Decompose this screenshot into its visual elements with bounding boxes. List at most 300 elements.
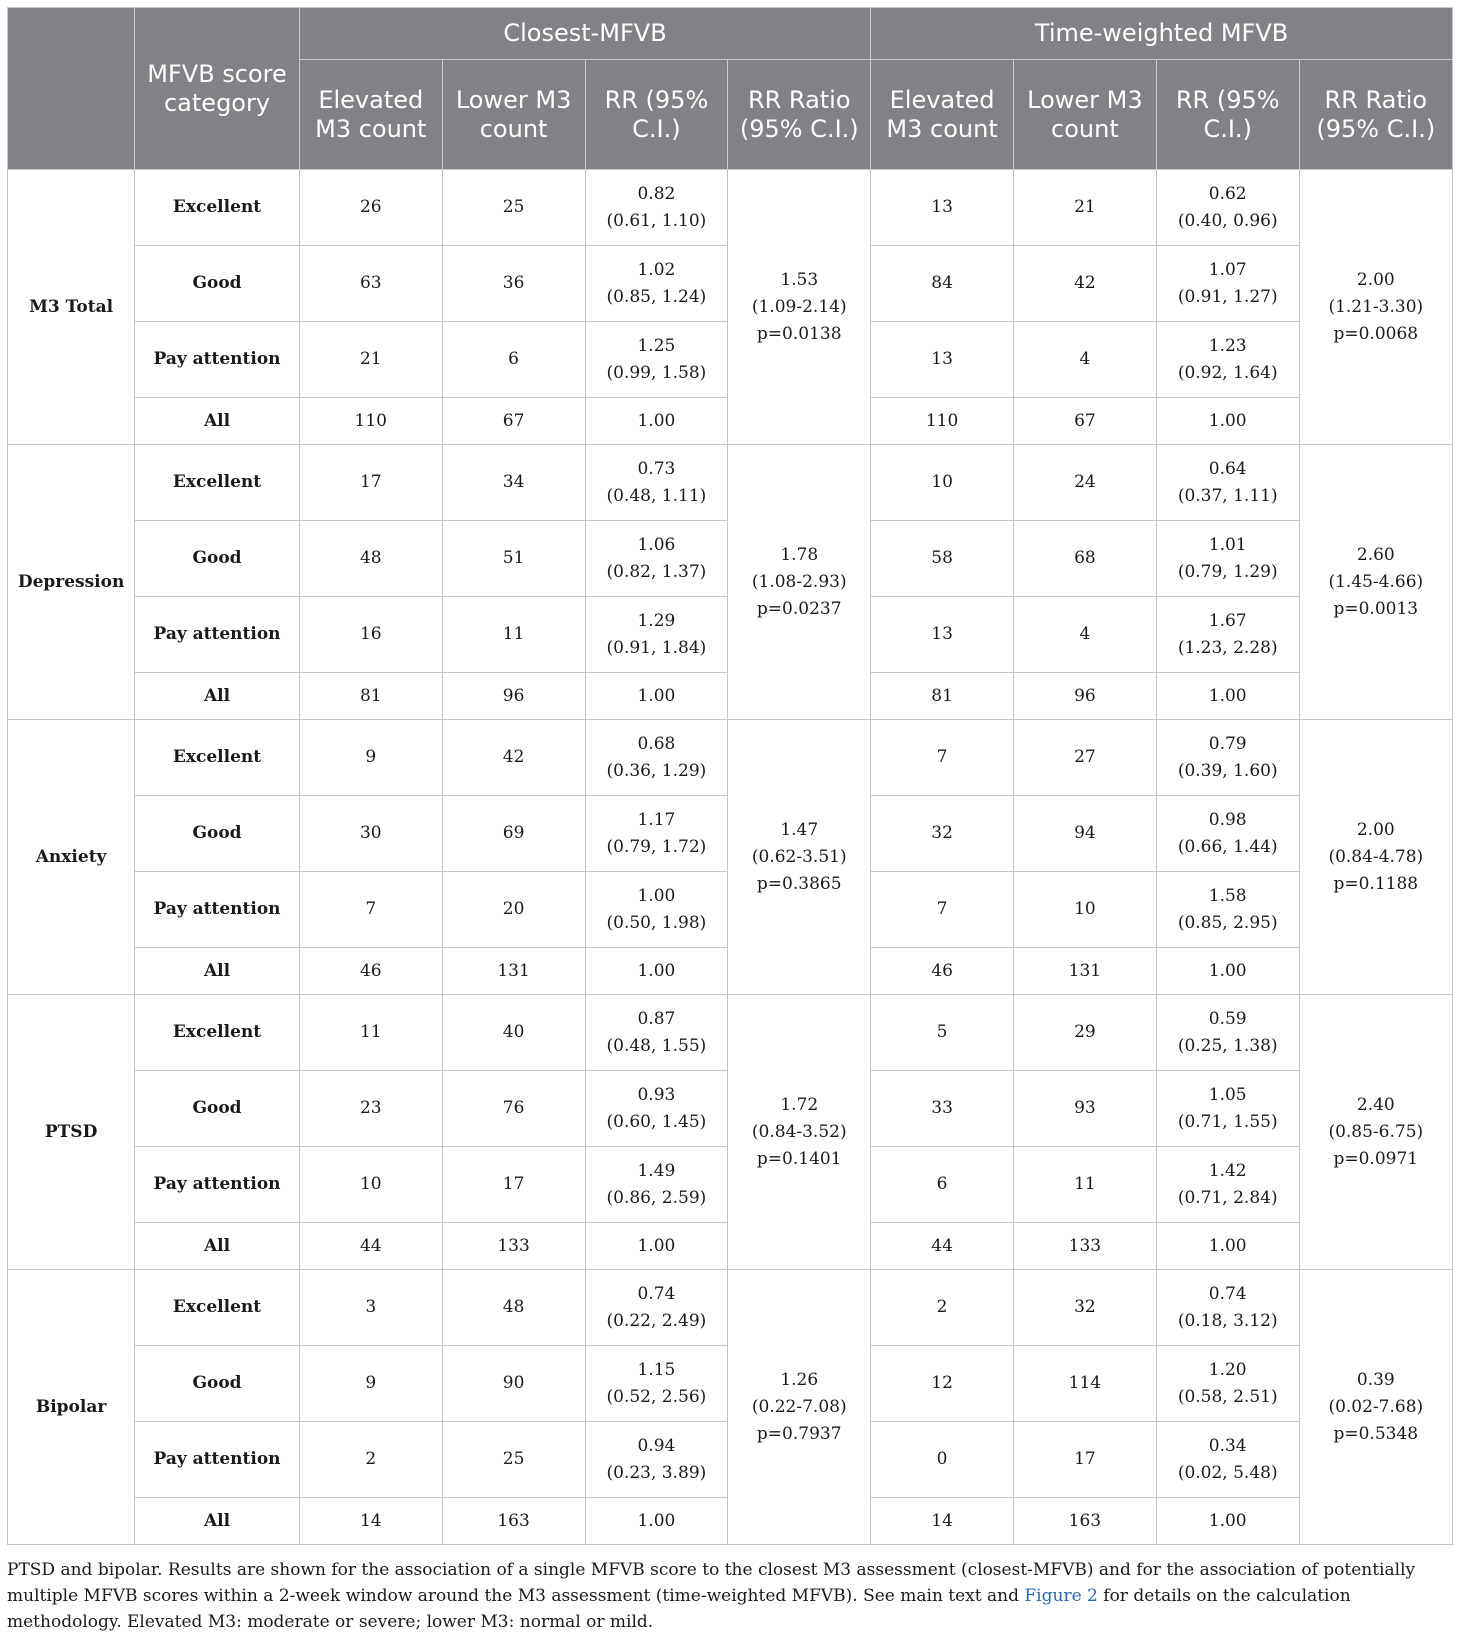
- closest-elevated-count-text: 11: [359, 1022, 382, 1042]
- tw-rr-cell-text: 1.01: [1208, 534, 1247, 555]
- measure-group-label: [8, 995, 135, 1270]
- closest-lower-count-text: 76: [502, 1098, 525, 1118]
- closest-elevated-count-text: 17: [359, 472, 382, 492]
- score-category-cell-text: Pay attention: [153, 899, 281, 919]
- tw-rr-ratio-cell-text: p=0.1188: [1333, 873, 1419, 894]
- closest-lower-count: [442, 673, 585, 720]
- closest-rr-cell-text: 0.82: [637, 183, 676, 204]
- closest-elevated-count-text: 81: [359, 685, 382, 706]
- closest-rr-ratio-cell-text: (0.62-3.51): [751, 846, 847, 867]
- closest-rr-cell-text: (0.48, 1.11): [606, 485, 707, 506]
- closest-lower-count: [442, 1223, 585, 1270]
- closest-rr-cell-text: (0.79, 1.72): [606, 836, 707, 857]
- score-category-cell-text: Pay attention: [153, 624, 281, 644]
- closest-rr-ratio-cell: [728, 170, 871, 445]
- tw-rr-cell-text: 0.64: [1208, 458, 1247, 479]
- closest-lower-count-text: 42: [502, 747, 525, 767]
- tw-rr-cell-text: (0.58, 2.51): [1177, 1386, 1278, 1407]
- tw-elevated-count-text: 7: [936, 899, 948, 919]
- closest-elevated-count-text: 3: [365, 1297, 377, 1317]
- tw-lower-count: [1013, 948, 1156, 995]
- closest-lower-count: [442, 995, 585, 1071]
- closest-rr-cell-text: 0.94: [637, 1435, 676, 1456]
- closest-rr-cell: [585, 673, 728, 720]
- tw-rr-cell-text: (0.79, 1.29): [1177, 561, 1278, 582]
- measure-group-label-text: PTSD: [44, 1121, 98, 1142]
- closest-rr-cell: [585, 521, 728, 597]
- closest-elevated-count: [299, 995, 442, 1071]
- tw-rr-cell: [1156, 948, 1299, 995]
- closest-lower-count: [442, 322, 585, 398]
- closest-lower-count: [442, 398, 585, 445]
- tw-elevated-count-text: 14: [931, 1510, 953, 1531]
- tw-elevated-count-text: 10: [931, 472, 953, 492]
- closest-rr-cell-text: (0.52, 2.56): [606, 1386, 707, 1407]
- tw-rr-ratio-cell-text: p=0.5348: [1333, 1423, 1419, 1444]
- tw-lower-count: [1013, 1422, 1156, 1498]
- tw-lower-count: [1013, 720, 1156, 796]
- closest-elevated-count-text: 26: [359, 197, 382, 217]
- closest-rr-ratio-cell-text: p=0.3865: [756, 873, 842, 894]
- tw-lower-count: [1013, 1498, 1156, 1545]
- measure-group-label-text: Depression: [17, 571, 125, 592]
- closest-rr-ratio-cell-text: p=0.0138: [756, 323, 842, 344]
- closest-rr-cell: [585, 322, 728, 398]
- closest-rr-cell-text: (0.23, 3.89): [606, 1462, 707, 1483]
- tw-lower-count-text: 42: [1074, 273, 1096, 293]
- tw-rr-ratio-cell-text: (0.84-4.78): [1328, 846, 1424, 867]
- closest-rr-cell-text: (0.60, 1.45): [606, 1111, 707, 1132]
- score-category-cell-text: Pay attention: [153, 1174, 281, 1194]
- tw-elevated-count-text: 46: [931, 960, 953, 981]
- closest-mfvb-header: Closest-MFVB: [299, 8, 870, 60]
- score-category-cell-text: Excellent: [172, 747, 262, 767]
- closest-elevated-count-text: 9: [365, 747, 377, 767]
- tw-elevated-count: [871, 720, 1014, 796]
- score-category-cell: [135, 1346, 300, 1422]
- closest-lower-count: [442, 720, 585, 796]
- closest-elevated-count-text: 46: [359, 960, 382, 981]
- tw-lower-count-text: 96: [1074, 685, 1096, 706]
- subcol-header: Elevated M3 count: [871, 60, 1014, 170]
- score-category-cell: [135, 1270, 300, 1346]
- score-category-cell: [135, 796, 300, 872]
- closest-lower-count: [442, 445, 585, 521]
- closest-rr-ratio-cell-text: p=0.0237: [756, 598, 842, 619]
- tw-lower-count: [1013, 398, 1156, 445]
- tw-rr-cell-text: (0.40, 0.96): [1177, 210, 1278, 231]
- score-category-cell-text: Good: [192, 548, 242, 568]
- tw-elevated-count: [871, 1346, 1014, 1422]
- closest-rr-ratio-cell: [728, 995, 871, 1270]
- closest-elevated-count: [299, 1270, 442, 1346]
- tw-lower-count-text: 10: [1074, 899, 1096, 919]
- tw-rr-cell-text: 1.58: [1208, 885, 1247, 906]
- tw-lower-count: [1013, 246, 1156, 322]
- tw-rr-cell-text: 1.00: [1208, 685, 1247, 706]
- subcol-header: RR Ratio (95% C.I.): [728, 60, 871, 170]
- time-weighted-mfvb-header: Time-weighted MFVB: [871, 8, 1453, 60]
- tw-lower-count: [1013, 322, 1156, 398]
- tw-lower-count: [1013, 1071, 1156, 1147]
- score-category-cell: [135, 1071, 300, 1147]
- score-category-cell-text: All: [203, 960, 231, 981]
- closest-rr-cell-text: 1.00: [637, 410, 676, 431]
- tw-lower-count-text: 29: [1074, 1022, 1096, 1042]
- tw-elevated-count-text: 6: [936, 1174, 948, 1194]
- tw-rr-cell-text: 0.59: [1208, 1008, 1247, 1029]
- tw-elevated-count-text: 0: [936, 1449, 948, 1469]
- closest-rr-cell-text: 1.00: [637, 1235, 676, 1256]
- closest-elevated-count: [299, 246, 442, 322]
- closest-lower-count-text: 20: [502, 899, 525, 919]
- closest-rr-ratio-cell-text: 1.26: [780, 1369, 819, 1390]
- caption-text: PTSD and bipolar. Results are shown for the association of a single MFVB score to the closest M3 assessment (closest-MFVB) and for the association of potentially multiple MFVB scores within a 2-week window around the M3 assessment (time-weighted MFVB). See main text and: [7, 1560, 1416, 1606]
- tw-rr-cell-text: (0.37, 1.11): [1177, 485, 1278, 506]
- subcol-header: Lower M3 count: [442, 60, 585, 170]
- closest-rr-ratio-cell: [728, 1270, 871, 1545]
- tw-elevated-count-text: 32: [931, 823, 953, 843]
- tw-elevated-count: [871, 1270, 1014, 1346]
- score-category-cell-text: Excellent: [172, 1297, 262, 1317]
- tw-rr-cell: [1156, 1422, 1299, 1498]
- measure-group-label-text: Bipolar: [35, 1396, 107, 1417]
- tw-rr-ratio-cell-text: 2.00: [1356, 269, 1395, 290]
- closest-lower-count: [442, 1071, 585, 1147]
- tw-lower-count: [1013, 1223, 1156, 1270]
- tw-elevated-count-text: 33: [931, 1098, 953, 1118]
- tw-rr-cell-text: (0.39, 1.60): [1177, 760, 1278, 781]
- tw-elevated-count-text: 12: [931, 1373, 953, 1393]
- closest-elevated-count: [299, 948, 442, 995]
- tw-rr-cell-text: (0.91, 1.27): [1177, 286, 1278, 307]
- closest-lower-count: [442, 1147, 585, 1223]
- closest-rr-cell: [585, 720, 728, 796]
- closest-lower-count-text: 69: [502, 823, 525, 843]
- closest-rr-cell-text: 1.00: [637, 1510, 676, 1531]
- tw-lower-count: [1013, 995, 1156, 1071]
- closest-elevated-count: [299, 1071, 442, 1147]
- tw-rr-cell-text: 1.00: [1208, 1510, 1247, 1531]
- tw-rr-ratio-cell-text: p=0.0068: [1333, 323, 1419, 344]
- closest-rr-ratio-cell-text: (0.84-3.52): [751, 1121, 847, 1142]
- closest-rr-cell: [585, 246, 728, 322]
- closest-rr-cell-text: 0.87: [637, 1008, 676, 1029]
- closest-lower-count: [442, 170, 585, 246]
- tw-rr-cell: [1156, 673, 1299, 720]
- score-category-cell-text: All: [203, 1510, 231, 1531]
- tw-lower-count-text: 67: [1074, 410, 1096, 431]
- table-header: [8, 8, 1453, 170]
- tw-elevated-count: [871, 1422, 1014, 1498]
- tw-rr-ratio-cell-text: (1.21-3.30): [1328, 296, 1424, 317]
- tw-rr-cell: [1156, 597, 1299, 673]
- closest-rr-cell-text: 0.68: [637, 733, 676, 754]
- closest-elevated-count-text: 30: [359, 823, 382, 843]
- closest-rr-cell-text: 0.93: [637, 1084, 676, 1105]
- closest-elevated-count-text: 110: [354, 410, 387, 431]
- tw-rr-ratio-cell-text: p=0.0013: [1333, 598, 1419, 619]
- tw-lower-count-text: 27: [1074, 747, 1096, 767]
- closest-elevated-count-text: 21: [359, 349, 382, 369]
- tw-rr-cell: [1156, 322, 1299, 398]
- score-category-cell-text: Good: [192, 1098, 242, 1118]
- closest-rr-cell-text: 1.00: [637, 885, 676, 906]
- tw-rr-cell-text: 0.79: [1208, 733, 1247, 754]
- tw-rr-cell-text: 0.98: [1208, 809, 1247, 830]
- closest-rr-ratio-cell: [728, 720, 871, 995]
- score-category-cell: [135, 597, 300, 673]
- tw-rr-cell: [1156, 521, 1299, 597]
- closest-rr-cell-text: (0.61, 1.10): [606, 210, 707, 231]
- results-table: [7, 7, 1453, 1545]
- closest-rr-cell: [585, 796, 728, 872]
- closest-elevated-count: [299, 398, 442, 445]
- tw-rr-cell-text: (0.02, 5.48): [1177, 1462, 1278, 1483]
- score-category-cell-text: Good: [192, 823, 242, 843]
- closest-lower-count-text: 67: [502, 410, 525, 431]
- tw-lower-count-text: 17: [1074, 1449, 1096, 1469]
- tw-rr-ratio-cell: [1299, 445, 1452, 720]
- closest-rr-cell: [585, 1346, 728, 1422]
- tw-lower-count-text: 24: [1074, 472, 1096, 492]
- tw-elevated-count-text: 13: [931, 624, 953, 644]
- closest-lower-count-text: 48: [502, 1297, 525, 1317]
- tw-elevated-count: [871, 673, 1014, 720]
- score-category-cell: [135, 322, 300, 398]
- closest-lower-count-text: 34: [502, 472, 525, 492]
- closest-rr-cell-text: 1.49: [637, 1160, 676, 1181]
- tw-lower-count-text: 4: [1079, 349, 1091, 369]
- score-category-cell: [135, 995, 300, 1071]
- score-category-cell-text: All: [203, 1235, 231, 1256]
- score-category-cell-text: Good: [192, 273, 242, 293]
- table-body: [8, 170, 1453, 1545]
- closest-lower-count-text: 25: [502, 197, 525, 217]
- closest-elevated-count-text: 44: [359, 1235, 382, 1256]
- closest-rr-cell: [585, 1147, 728, 1223]
- tw-lower-count: [1013, 445, 1156, 521]
- tw-rr-ratio-cell-text: (0.85-6.75): [1328, 1121, 1424, 1142]
- tw-elevated-count-text: 7: [936, 747, 948, 767]
- subcol-header: RR (95% C.I.): [1156, 60, 1299, 170]
- tw-rr-ratio-cell-text: 2.40: [1356, 1094, 1395, 1115]
- score-category-cell: [135, 445, 300, 521]
- closest-rr-cell-text: (0.86, 2.59): [606, 1187, 707, 1208]
- tw-elevated-count: [871, 1498, 1014, 1545]
- tw-rr-cell: [1156, 995, 1299, 1071]
- closest-elevated-count: [299, 170, 442, 246]
- table-row: [8, 1270, 1453, 1346]
- tw-rr-ratio-cell: [1299, 170, 1452, 445]
- tw-rr-cell: [1156, 796, 1299, 872]
- subcol-header: Elevated M3 count: [299, 60, 442, 170]
- closest-elevated-count: [299, 1422, 442, 1498]
- tw-lower-count: [1013, 1147, 1156, 1223]
- tw-elevated-count: [871, 872, 1014, 948]
- closest-lower-count: [442, 1422, 585, 1498]
- tw-rr-ratio-cell-text: p=0.0971: [1333, 1148, 1419, 1169]
- closest-rr-cell-text: (0.99, 1.58): [606, 362, 707, 383]
- closest-lower-count: [442, 597, 585, 673]
- closest-elevated-count-text: 7: [365, 899, 377, 919]
- closest-elevated-count: [299, 1346, 442, 1422]
- score-category-cell: [135, 398, 300, 445]
- closest-rr-cell-text: (0.48, 1.55): [606, 1035, 707, 1056]
- tw-elevated-count: [871, 398, 1014, 445]
- tw-elevated-count: [871, 948, 1014, 995]
- tw-rr-cell: [1156, 1071, 1299, 1147]
- tw-elevated-count-text: 58: [931, 548, 953, 568]
- closest-elevated-count-text: 16: [359, 624, 382, 644]
- tw-lower-count-text: 131: [1068, 960, 1102, 981]
- tw-rr-ratio-cell-text: (0.02-7.68): [1328, 1396, 1424, 1417]
- closest-rr-cell-text: 1.00: [637, 685, 676, 706]
- tw-elevated-count-text: 84: [931, 273, 953, 293]
- tw-rr-ratio-cell-text: 2.60: [1356, 544, 1395, 565]
- closest-rr-cell-text: (0.85, 1.24): [606, 286, 707, 307]
- closest-lower-count: [442, 872, 585, 948]
- closest-rr-ratio-cell-text: 1.72: [780, 1094, 819, 1115]
- closest-rr-ratio-cell-text: 1.53: [780, 269, 819, 290]
- tw-rr-cell-text: 1.20: [1208, 1359, 1247, 1380]
- score-category-cell: [135, 720, 300, 796]
- tw-rr-cell: [1156, 246, 1299, 322]
- closest-elevated-count-text: 23: [359, 1098, 382, 1118]
- score-category-cell: [135, 1498, 300, 1545]
- closest-elevated-count: [299, 673, 442, 720]
- tw-rr-cell-text: 1.67: [1208, 610, 1247, 631]
- tw-rr-cell-text: 0.34: [1208, 1435, 1247, 1456]
- measure-group-label: [8, 720, 135, 995]
- tw-elevated-count-text: 13: [931, 197, 953, 217]
- measure-group-label: [8, 170, 135, 445]
- closest-elevated-count: [299, 597, 442, 673]
- tw-elevated-count: [871, 597, 1014, 673]
- score-category-cell: [135, 948, 300, 995]
- tw-elevated-count: [871, 1071, 1014, 1147]
- tw-lower-count-text: 11: [1074, 1174, 1096, 1194]
- tw-rr-cell-text: (0.66, 1.44): [1177, 836, 1278, 857]
- tw-rr-cell-text: 1.00: [1208, 960, 1247, 981]
- tw-rr-cell: [1156, 398, 1299, 445]
- closest-lower-count-text: 40: [502, 1022, 525, 1042]
- tw-elevated-count: [871, 246, 1014, 322]
- tw-rr-cell: [1156, 1270, 1299, 1346]
- tw-elevated-count: [871, 322, 1014, 398]
- tw-rr-cell: [1156, 720, 1299, 796]
- score-category-cell: [135, 872, 300, 948]
- closest-rr-cell-text: (0.91, 1.84): [606, 637, 707, 658]
- tw-lower-count-text: 94: [1074, 823, 1096, 843]
- tw-lower-count: [1013, 673, 1156, 720]
- measure-group-label-text: Anxiety: [35, 846, 107, 867]
- measure-group-label-text: M3 Total: [29, 296, 114, 317]
- closest-lower-count-text: 36: [502, 273, 525, 293]
- closest-rr-cell: [585, 445, 728, 521]
- tw-rr-cell-text: (0.25, 1.38): [1177, 1035, 1278, 1056]
- tw-elevated-count: [871, 170, 1014, 246]
- closest-lower-count: [442, 796, 585, 872]
- tw-rr-cell-text: 1.05: [1208, 1084, 1247, 1105]
- closest-rr-cell: [585, 948, 728, 995]
- tw-rr-cell: [1156, 170, 1299, 246]
- closest-rr-cell-text: (0.82, 1.37): [606, 561, 707, 582]
- closest-rr-cell-text: 1.15: [637, 1359, 676, 1380]
- closest-rr-cell: [585, 995, 728, 1071]
- closest-rr-cell-text: (0.36, 1.29): [606, 760, 707, 781]
- tw-elevated-count: [871, 1223, 1014, 1270]
- closest-rr-cell-text: 0.73: [637, 458, 676, 479]
- score-category-cell-text: All: [203, 685, 231, 706]
- closest-rr-cell: [585, 1270, 728, 1346]
- score-category-cell: [135, 1223, 300, 1270]
- tw-elevated-count-text: 44: [931, 1235, 953, 1256]
- closest-rr-ratio-cell-text: (1.08-2.93): [751, 571, 847, 592]
- tw-lower-count: [1013, 1346, 1156, 1422]
- closest-elevated-count: [299, 720, 442, 796]
- closest-lower-count-text: 133: [497, 1235, 530, 1256]
- measure-group-label: [8, 445, 135, 720]
- closest-rr-ratio-cell-text: (0.22-7.08): [751, 1396, 847, 1417]
- tw-lower-count: [1013, 597, 1156, 673]
- tw-rr-ratio-cell: [1299, 1270, 1452, 1545]
- tw-elevated-count: [871, 995, 1014, 1071]
- closest-elevated-count-text: 9: [365, 1373, 377, 1393]
- tw-rr-cell-text: 1.23: [1208, 335, 1247, 356]
- tw-rr-cell-text: (0.92, 1.64): [1177, 362, 1278, 383]
- closest-lower-count: [442, 948, 585, 995]
- closest-rr-cell-text: 1.00: [637, 960, 676, 981]
- closest-rr-cell-text: 1.29: [637, 610, 676, 631]
- table-row: [8, 170, 1453, 246]
- table-row: [8, 445, 1453, 521]
- subcol-header: RR Ratio (95% C.I.): [1299, 60, 1452, 170]
- closest-lower-count-text: 163: [497, 1510, 530, 1531]
- tw-rr-cell: [1156, 1147, 1299, 1223]
- closest-rr-cell: [585, 170, 728, 246]
- tw-lower-count: [1013, 872, 1156, 948]
- score-category-cell: [135, 521, 300, 597]
- closest-rr-ratio-cell-text: 1.78: [780, 544, 819, 565]
- subcol-header: RR (95% C.I.): [585, 60, 728, 170]
- closest-rr-ratio-cell: [728, 445, 871, 720]
- tw-elevated-count: [871, 1147, 1014, 1223]
- tw-elevated-count-text: 110: [925, 410, 959, 431]
- tw-elevated-count: [871, 796, 1014, 872]
- closest-rr-ratio-cell-text: 1.47: [780, 819, 819, 840]
- tw-rr-ratio-cell: [1299, 720, 1452, 995]
- tw-rr-cell: [1156, 445, 1299, 521]
- measure-group-label: [8, 1270, 135, 1545]
- figure-2-link[interactable]: Figure 2: [1024, 1586, 1098, 1606]
- closest-rr-cell-text: (0.50, 1.98): [606, 912, 707, 933]
- closest-lower-count: [442, 1270, 585, 1346]
- tw-rr-cell: [1156, 1346, 1299, 1422]
- tw-rr-cell: [1156, 1498, 1299, 1545]
- tw-rr-cell-text: 1.00: [1208, 410, 1247, 431]
- score-category-cell-text: Excellent: [172, 1022, 262, 1042]
- score-category-cell-text: Good: [192, 1373, 242, 1393]
- tw-lower-count-text: 32: [1074, 1297, 1096, 1317]
- tw-lower-count-text: 133: [1068, 1235, 1102, 1256]
- closest-lower-count: [442, 1346, 585, 1422]
- tw-rr-cell-text: 1.07: [1208, 259, 1247, 280]
- score-category-cell-text: Excellent: [172, 472, 262, 492]
- closest-rr-cell-text: 0.74: [637, 1283, 676, 1304]
- score-category-cell: [135, 1147, 300, 1223]
- closest-elevated-count: [299, 521, 442, 597]
